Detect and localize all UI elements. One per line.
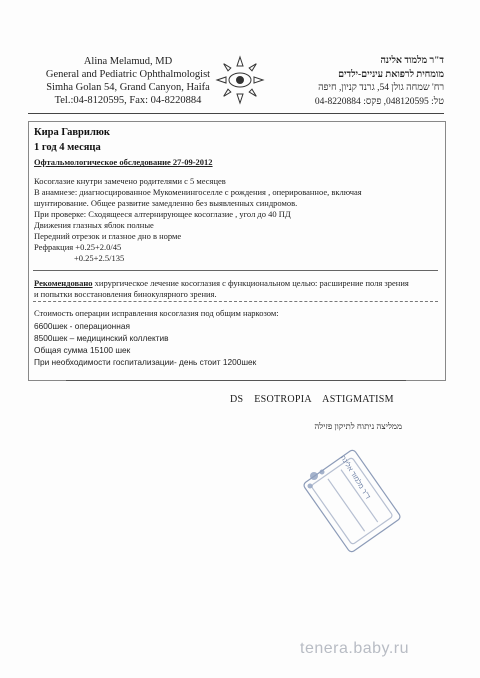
doctor-name-hebrew: ד"ר מלמוד אלינה [380,56,444,66]
recommendation-line-2: и попытки восстановления бинокулярного зрения. [34,289,217,299]
doctor-phone: Tel.:04-8120595, Fax: 04-8220884 [54,95,202,106]
letterhead-divider [28,113,444,114]
report-line: В анамнезе: диагносцированное Мукоменингоселле с рождения , оперированное, включая [34,187,362,197]
report-line: Передний отрезок и глазное дно в норме [34,231,182,241]
doctor-specialty-hebrew: מומחית לרפואת עיניים-ילדים [338,69,444,80]
watermark: tenera.baby.ru [300,640,409,657]
cost-intro: Стоимость операции исправления косоглазия под общим наркозом: [34,308,279,318]
report-line: При проверке: Сходящееся алтернирующее косоглазие , угол до 40 ПД [34,209,291,219]
hebrew-recommendation: ממליצה ניתוח לתיקון פזילה [314,421,402,431]
diagnosis-esotropia: ESOTROPIA [254,394,312,405]
doctor-address: Simha Golan 54, Grand Canyon, Haifa [46,82,210,93]
bottom-divider [66,380,406,381]
cost-line: Общая сумма 15100 шек [34,345,131,355]
doctor-stamp [296,442,408,560]
report-line: шунтирование. Общее развитие замедленно без выявленных синдромов. [34,198,298,208]
cost-line: 6600шек - операционная [34,321,130,331]
recommendation-text: хирургическое лечение косоглазия с функциональном целью: расширение поля зрения [92,278,409,288]
exam-title: Офтальмологическое обследование 27-09-2012 [34,157,213,167]
section-divider [33,270,438,271]
diagnosis-ds: DS [230,394,244,405]
patient-age: 1 год 4 месяца [34,142,101,153]
dashed-divider [33,301,438,302]
diagnosis [230,394,402,405]
refraction-row [34,242,121,252]
patient-name: Кира Гаврилюк [34,127,110,138]
doctor-specialty: General and Pediatric Ophthalmologist [45,69,211,80]
letterhead-hebrew [268,55,444,109]
refraction-od: +0.25+2.0/45 [75,242,122,252]
refraction-label: Рефракция [34,242,74,252]
report-line: Косоглазие кнутри замечено родителями с 5 месяцев [34,176,226,186]
sun-eye-logo-icon [214,54,266,106]
recommendation-label: Рекомендовано [34,278,93,288]
cost-line: При необходимости госпитализации- день стоит 1200шек [34,357,257,367]
letterhead-english [28,55,228,107]
doctor-name: Alina Melamud, MD [83,56,173,67]
report-line: Движения глазных яблок полные [34,220,154,230]
cost-line: 8500шек – медицинский коллектив [34,333,169,343]
stamp-text: ד"ר מלמוד אלינה [338,454,372,501]
doctor-address-hebrew: רח' שמחה גולן 54, גרנד קניון, חיפה [318,83,444,93]
recommendation-line [34,278,409,288]
doctor-phone-hebrew: טל: 048120595, פקס: 04-8220884 [314,96,444,107]
refraction-os: +0.25+2.5/135 [74,253,125,263]
diagnosis-astigmatism: ASTIGMATISM [322,394,394,405]
